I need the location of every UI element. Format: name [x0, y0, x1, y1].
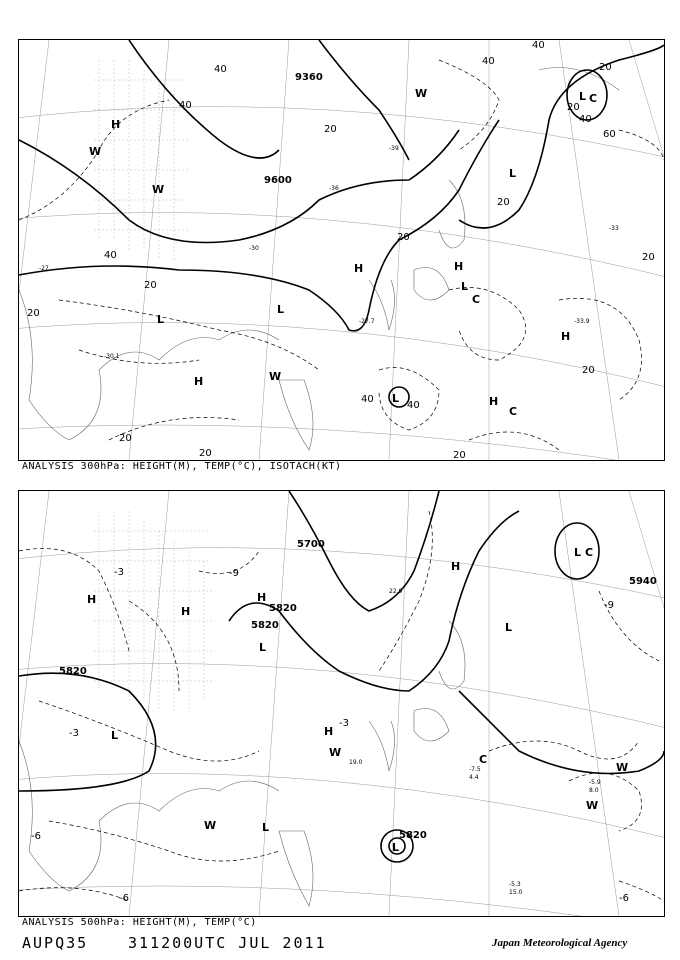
temp-label-6: -6	[119, 893, 129, 904]
isotach-label-8: 20	[199, 448, 212, 459]
high-pressure-marker-2: H	[354, 262, 364, 275]
warm-marker-2: W	[152, 183, 165, 196]
temp-label-8: -30	[249, 245, 259, 252]
low-pressure-marker-5: L	[392, 841, 400, 854]
temp-label-1: -30.1	[104, 353, 120, 360]
height-contours	[19, 40, 664, 407]
map-300hpa	[19, 40, 664, 460]
low-pressure-marker-6: L	[505, 621, 513, 634]
warm-marker-2: W	[616, 761, 629, 774]
height-label-5820-b: 5820	[251, 620, 279, 631]
isotach-label-5: 20	[144, 280, 157, 291]
low-pressure-marker-1: L	[259, 641, 267, 654]
temp-label-7: -39	[389, 145, 399, 152]
isotach-label-12: 40	[532, 40, 545, 51]
high-pressure-marker-5: H	[489, 395, 499, 408]
height-label-5940: 5940	[629, 576, 657, 587]
hatch-region	[94, 511, 214, 711]
height-label-9600: 9600	[264, 175, 292, 186]
isotach-label-18: 20	[582, 365, 595, 376]
height-label-5820-d: 5820	[399, 830, 427, 841]
isotach-label-16: 60	[603, 129, 616, 140]
high-pressure-marker-1: H	[111, 118, 121, 131]
temp-label-9: -5.3	[509, 881, 521, 888]
isotach-label-13: 20	[599, 62, 612, 73]
obs-label-1: 15.0	[509, 889, 523, 896]
height-label-5700: 5700	[297, 539, 325, 550]
warm-marker-4: W	[204, 819, 217, 832]
warm-marker-1: W	[329, 746, 342, 759]
caption-500hpa: ANALYSIS 500hPa: HEIGHT(M), TEMP(°C)	[22, 917, 257, 928]
low-pressure-marker-5: L	[579, 90, 587, 103]
isotach-label-17: 20	[642, 252, 655, 263]
isotach-label-11: 40	[482, 56, 495, 67]
low-pressure-marker-2: L	[111, 729, 119, 742]
temp-label-2: -9	[229, 568, 239, 579]
obs-label-2: 4.4	[469, 774, 479, 781]
isotach-label-20: 40	[407, 400, 420, 411]
high-pressure-marker-3: H	[454, 260, 464, 273]
low-pressure-marker-4: L	[574, 546, 582, 559]
caption-300hpa: ANALYSIS 300hPa: HEIGHT(M), TEMP(°C), ISOTACH(KT)	[22, 461, 342, 472]
high-pressure-marker-2: H	[181, 605, 191, 618]
temp-label-10: -7.5	[469, 766, 481, 773]
isotach-label-9: 20	[397, 232, 410, 243]
hatch-region	[94, 60, 189, 260]
low-pressure-marker-3: L	[262, 821, 270, 834]
graticule	[19, 491, 664, 916]
temp-label-4: -9	[604, 600, 614, 611]
analysis-300hpa-chart	[18, 39, 665, 461]
isotach-label-19: 40	[361, 394, 374, 405]
high-pressure-marker-4: H	[194, 375, 204, 388]
isotach-label-6: 20	[27, 308, 40, 319]
obs-label-3: 8.0	[589, 787, 599, 794]
isotach-label-14: 20	[567, 102, 580, 113]
height-label-5820-a: 5820	[269, 603, 297, 614]
high-pressure-marker-6: H	[561, 330, 571, 343]
isotach-label-10: 20	[497, 197, 510, 208]
temp-label-5: -3	[69, 728, 79, 739]
cold-marker-3: C	[589, 92, 598, 105]
isotach-label-7: 20	[119, 433, 132, 444]
warm-marker-3: W	[586, 799, 599, 812]
obs-label-5: 22.0	[389, 588, 403, 595]
warm-marker-1: W	[89, 145, 102, 158]
cold-marker-1: C	[472, 293, 481, 306]
height-label-9360: 9360	[295, 72, 323, 83]
low-pressure-marker-2: L	[277, 303, 285, 316]
analysis-500hpa-chart	[18, 490, 665, 917]
coastlines	[19, 621, 465, 906]
temp-label-5: -27	[39, 265, 49, 272]
height-label-5820-c: 5820	[59, 666, 87, 677]
temp-label-1: -3	[114, 567, 124, 578]
isotach-label-1: 40	[179, 100, 192, 111]
high-pressure-marker-1: H	[87, 593, 97, 606]
temp-label-8: -6	[31, 831, 41, 842]
obs-label-4: 19.0	[349, 759, 363, 766]
temp-label-3: -33.9	[574, 318, 590, 325]
temp-label-6: -36	[329, 185, 339, 192]
isotach-label-4: 40	[104, 250, 117, 261]
high-pressure-marker-4: H	[451, 560, 461, 573]
valid-time: 311200UTC JUL 2011	[128, 934, 327, 952]
low-pressure-marker-6: L	[392, 392, 400, 405]
temp-label-2: -27.7	[359, 318, 375, 325]
high-pressure-marker-3: H	[257, 591, 267, 604]
high-pressure-marker-5: H	[324, 725, 334, 738]
cold-marker-2: C	[509, 405, 518, 418]
temp-label-7: -6	[619, 893, 629, 904]
height-contours	[19, 491, 664, 862]
low-pressure-marker-4: L	[509, 167, 517, 180]
cold-marker-1: C	[479, 753, 488, 766]
warm-marker-4: W	[415, 87, 428, 100]
temp-label-3: -3	[339, 718, 349, 729]
temp-label-9: -33	[609, 225, 619, 232]
cold-marker-2: C	[585, 546, 594, 559]
isotach-label-2: 40	[214, 64, 227, 75]
temp-label-11: -5.9	[589, 779, 601, 786]
isotach-label-3: 20	[324, 124, 337, 135]
warm-marker-3: W	[269, 370, 282, 383]
map-500hpa	[19, 491, 664, 916]
chart-code: AUPQ35	[22, 934, 89, 952]
low-pressure-marker-3: L	[461, 280, 469, 293]
isotach-label-15: 40	[579, 114, 592, 125]
isotach-label-21: 20	[453, 450, 466, 460]
agency-name: Japan Meteorological Agency	[492, 937, 628, 949]
low-pressure-marker-1: L	[157, 313, 165, 326]
